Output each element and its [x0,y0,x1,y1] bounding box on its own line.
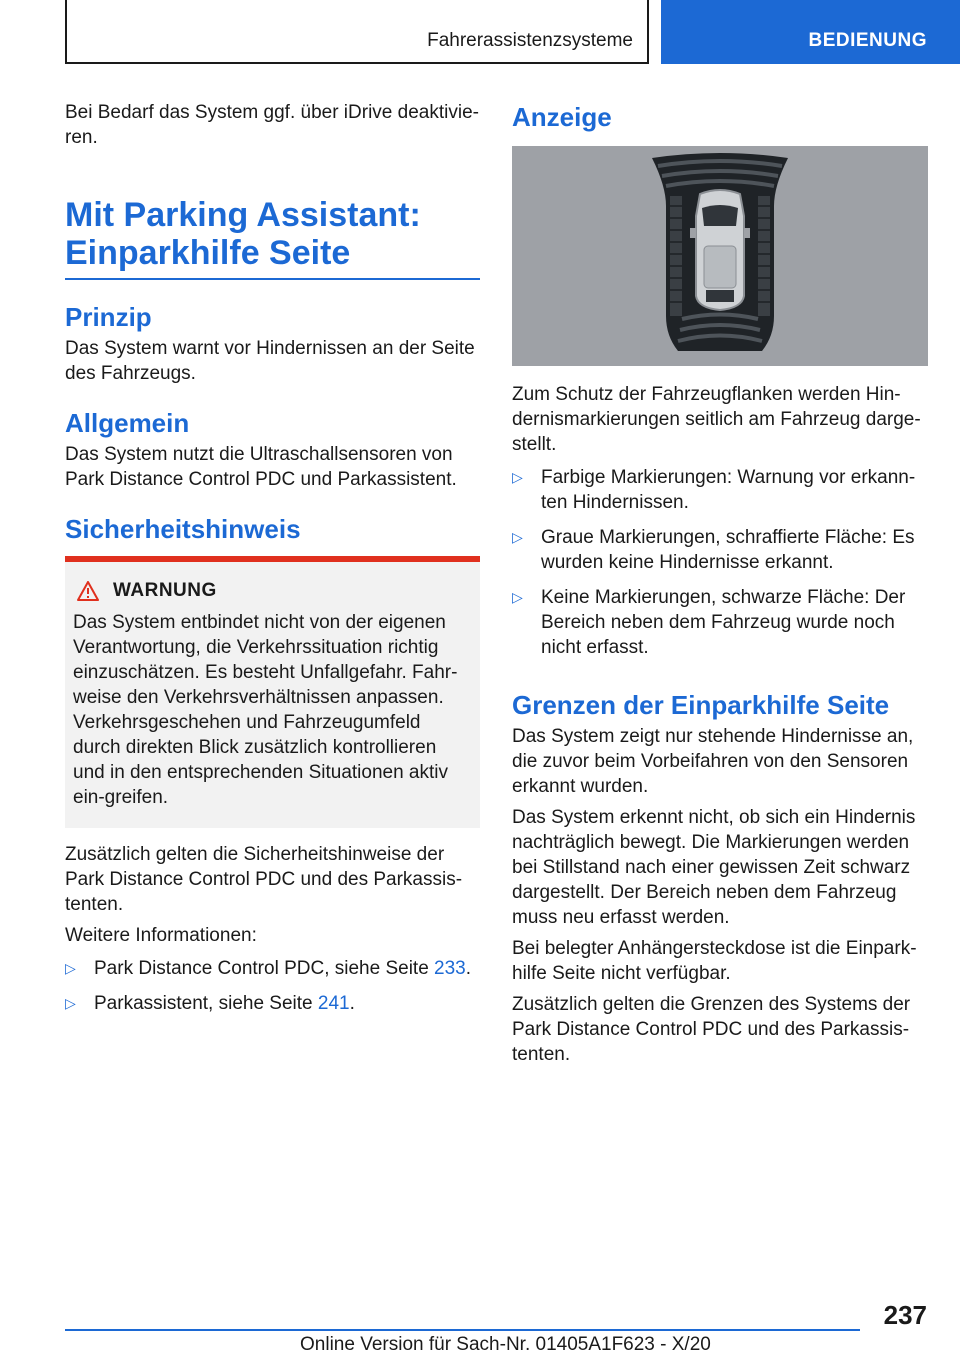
additional-safety-text: Zusätzlich gelten die Sicherheitshinweise der Park Distance Control PDC und des Parkassis-tenten. [65,844,463,915]
footer-divider [65,1329,860,1331]
intro-paragraph: Bei Bedarf das System ggf. über iDrive deaktivie-ren. [65,102,479,148]
warning-text: Das System entbindet nicht von der eigenen Verantwortung, die Verkehrssituation richtig einzuschätzen. Es besteht Unfallgefahr. Fahr-weise den Verkehrsverhältnissen anpassen. Verkehrsgeschehen und Fahrzeugumfeld durch direkten Blick zusätzlich kontrollieren und in den entsprechenden Situationen aktiv ein-greifen. [73,612,458,808]
bullet-triangle-icon: ▷ [512,469,523,485]
warning-triangle-icon [77,581,99,601]
list-item [65,991,480,1016]
display-text: Zum Schutz der Fahrzeugflanken werden Hin-dernismarkierungen seitlich am Fahrzeug darge-stellt. [512,384,921,455]
limits-paragraph: Zusätzlich gelten die Grenzen des Systems der Park Distance Control PDC und des Parkassis-tenten. [512,994,911,1065]
safety-heading: Sicherheitshinweis [65,514,301,544]
list-item-text: Keine Markierungen, schwarze Fläche: Der Bereich neben dem Fahrzeug wurde noch nicht erfasst. [541,587,906,658]
general-heading: Allgemein [65,408,190,438]
bullet-triangle-icon: ▷ [512,529,523,545]
general-text: Das System nutzt die Ultraschallsensoren von Park Distance Control PDC und Parkassistent. [65,444,457,490]
list-item [512,525,928,575]
page-number: 237 [883,1300,927,1330]
list-item-end: . [349,993,355,1014]
right-column [512,100,928,1073]
header-chapter-title: BEDIENUNG [808,30,927,51]
display-heading: Anzeige [512,102,612,132]
parking-display-figure [512,146,928,366]
car-sensor-diagram [512,146,928,366]
footer-online-version: Online Version für Sach-Nr. 01405A1F623 - X/20 [300,1334,711,1355]
more-info-text: Weitere Informationen: [65,925,257,946]
principle-text: Das System warnt vor Hindernissen an der Seite des Fahrzeugs. [65,338,475,384]
list-item [512,465,928,515]
bullet-triangle-icon: ▷ [65,995,76,1011]
header-section-tab [65,0,649,64]
header-chapter-tab [661,0,960,64]
display-marking-list [512,465,928,660]
left-column [65,100,480,1026]
list-item-text: Parkassistent, siehe Seite [94,993,318,1014]
more-info-list [65,956,480,1016]
limits-heading: Grenzen der Einparkhilfe Seite [512,690,890,720]
header-section-title: Fahrerassistenzsysteme [427,30,633,51]
limits-paragraph: Bei belegter Anhängersteckdose ist die Einpark-hilfe Seite nicht verfügbar. [512,938,917,984]
list-item [512,585,928,660]
limits-paragraph: Das System erkennt nicht, ob sich ein Hindernis nachträglich bewegt. Die Markierungen werden bei Stillstand nach einer gewissen Zeit schwarz dargestellt. Der Bereich neben dem Fahrzeug muss neu erfasst werden. [512,807,916,928]
list-item-end: . [465,958,472,979]
list-item-text: Park Distance Control PDC, siehe Seite [94,958,435,979]
bullet-triangle-icon: ▷ [65,960,76,976]
warning-box [65,556,480,828]
list-item [65,956,480,981]
principle-heading: Prinzip [65,302,152,332]
list-item-text: Graue Markierungen, schraffierte Fläche: Es wurden keine Hindernisse erkannt. [541,527,915,573]
bullet-triangle-icon: ▷ [512,589,523,605]
section-title: Mit Parking Assistant: Einparkhilfe Seite [65,196,480,280]
page-link-241[interactable]: 241 [317,993,350,1014]
warning-label: WARNUNG [113,580,217,601]
page-link-233[interactable]: 233 [434,958,466,979]
limits-paragraph: Das System zeigt nur stehende Hindernisse an, die zuvor beim Vorbeifahren von den Sensoren erkannt wurden. [512,726,914,797]
list-item-text: Farbige Markierungen: Warnung vor erkann-ten Hindernissen. [541,467,916,513]
